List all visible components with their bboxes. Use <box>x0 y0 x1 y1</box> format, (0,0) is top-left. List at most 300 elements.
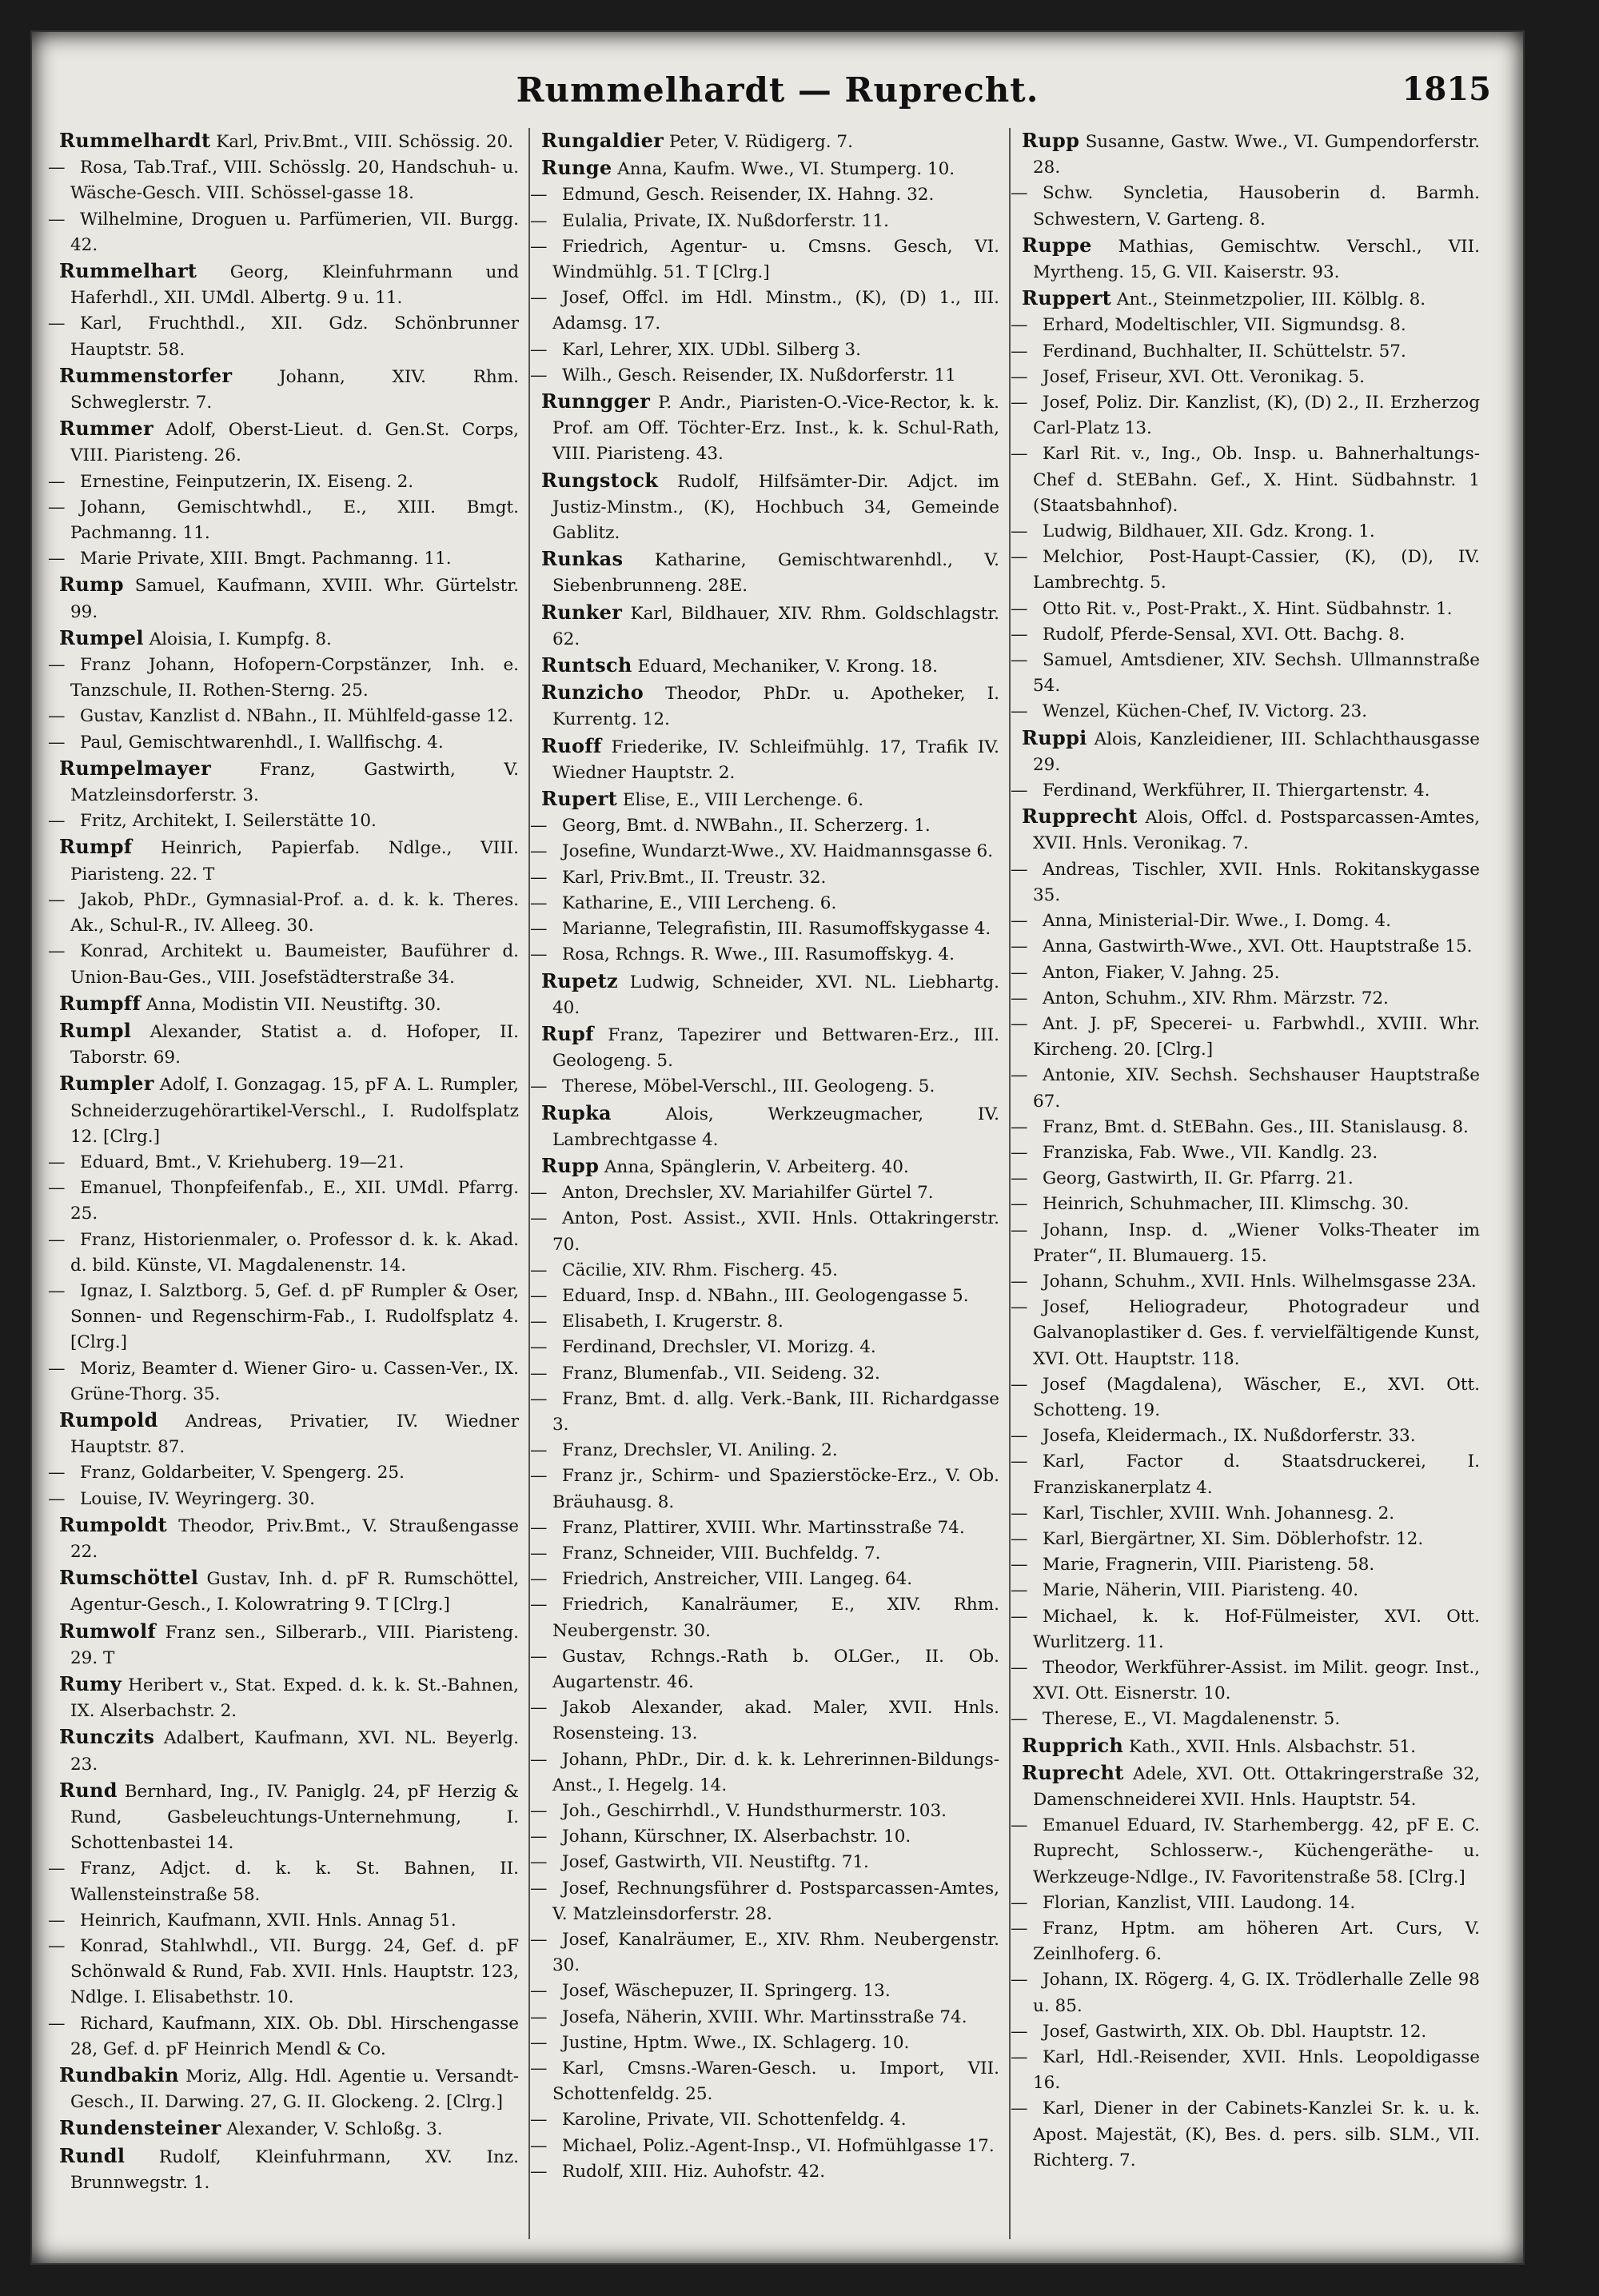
directory-entry <box>541 1153 999 1180</box>
ditto-dash: — <box>530 365 548 385</box>
directory-entry <box>530 2107 999 2133</box>
entry-text: Jakob Alexander, akad. Maler, XVII. Hnls. Rosensteing. 13. <box>552 1698 999 1744</box>
ditto-dash: — <box>530 2032 548 2053</box>
entry-text: Ferdinand, Werkführer, II. Thiergartenstr. 4. <box>1043 781 1430 801</box>
entry-text: Rosa, Rchngs. R. Wwe., III. Rasumoffskyg. 4. <box>562 944 955 965</box>
directory-entry <box>530 1180 999 1206</box>
ditto-dash: — <box>530 2135 548 2156</box>
ditto-dash: — <box>1011 2021 1028 2042</box>
directory-entry <box>530 916 999 942</box>
entry-text: Josefa, Kleidermach., IX. Nußdorferstr. 33. <box>1043 1426 1416 1447</box>
directory-entry <box>48 155 519 206</box>
entry-text: Josef, Rechnungsführer d. Postsparcassen-Amtes, V. Matzleinsdorferstr. 28. <box>552 1878 999 1924</box>
directory-entry <box>48 1356 519 1408</box>
entry-surname: Ruppert <box>1022 286 1112 310</box>
directory-entry <box>59 416 519 469</box>
directory-page <box>32 32 1523 2263</box>
entry-text: Eduard, Mechaniker, V. Krong. 18. <box>637 657 938 677</box>
column-left <box>48 128 528 2239</box>
directory-entry <box>530 1979 999 2004</box>
entry-text: Karl, Priv.Bmt., II. Treustr. 32. <box>562 867 827 888</box>
entry-text: Michael, k. k. Hof-Fülmeister, XVI. Ott. Wurlitzerg. 11. <box>1033 1606 1480 1652</box>
entry-text: Marie, Fragnerin, VIII. Piaristeng. 58. <box>1043 1555 1375 1575</box>
directory-entry <box>48 939 519 990</box>
directory-entry <box>530 182 999 208</box>
directory-entry <box>59 991 519 1018</box>
entry-text: Susanne, Gastw. Wwe., VI. Gumpendorferstr. 28. <box>1033 132 1480 178</box>
directory-entry <box>1011 1424 1480 1449</box>
entry-text: Franz, Adjct. d. k. k. St. Bahnen, II. Wallensteinstraße 58. <box>70 1859 519 1905</box>
page-number: 1815 <box>1402 70 1491 108</box>
entry-surname: Ruoff <box>541 733 602 757</box>
directory-entry <box>530 1284 999 1309</box>
entry-text: Anton, Post. Assist., XVII. Hnls. Ottakringerstr. 70. <box>552 1208 999 1255</box>
directory-entry <box>1011 519 1480 545</box>
ditto-dash: — <box>48 1488 66 1509</box>
entry-surname: Rungaldier <box>541 129 664 152</box>
entry-text: Eduard, Bmt., V. Kriehuberg. 19—21. <box>80 1152 405 1172</box>
ditto-dash: — <box>48 1229 66 1250</box>
directory-entry <box>59 1408 519 1460</box>
directory-entry <box>48 730 519 756</box>
ditto-dash: — <box>530 1285 548 1306</box>
entry-text: Anna, Kaufm. Wwe., VI. Stumperg. 10. <box>617 159 955 180</box>
entry-text: Edmund, Gesch. Reisender, IX. Hahng. 32. <box>562 185 935 206</box>
entry-text: Heinrich, Schuhmacher, III. Klimschg. 30. <box>1043 1194 1410 1215</box>
entry-text: Ferdinand, Buchhalter, II. Schüttelstr. 57. <box>1043 341 1406 361</box>
entry-surname: Runtsch <box>541 653 632 677</box>
ditto-dash: — <box>48 1178 66 1199</box>
entry-text: Franz, Historienmaler, o. Professor d. k. k. Akad. d. bild. Künste, VI. Magdalenenstr. 14. <box>70 1229 519 1276</box>
directory-entry <box>530 2030 999 2056</box>
entry-text: Theodor, Priv.Bmt., V. Straußengasse 22. <box>70 1515 520 1562</box>
ditto-dash: — <box>530 892 548 913</box>
directory-entry <box>530 2056 999 2107</box>
ditto-dash: — <box>1011 1555 1028 1575</box>
ditto-dash: — <box>1011 1528 1028 1549</box>
entry-surname: Rupp <box>1022 129 1080 152</box>
entry-text: Friederike, IV. Schleifmühlg. 17, Trafik IV. Wiedner Hauptstr. 2. <box>552 737 999 783</box>
directory-entry <box>48 1228 519 1279</box>
directory-entry <box>530 1644 999 1695</box>
directory-entry <box>59 834 519 887</box>
entry-text: Rudolf, XIII. Hiz. Auhofstr. 42. <box>562 2161 826 2182</box>
entry-surname: Rummenstorfer <box>59 363 233 387</box>
ditto-dash: — <box>1011 650 1028 671</box>
entry-surname: Rupf <box>541 1021 594 1045</box>
directory-entry <box>59 1512 519 1565</box>
directory-entry <box>541 155 999 182</box>
ditto-dash: — <box>530 1312 548 1332</box>
directory-entry <box>530 865 999 891</box>
ditto-dash: — <box>1011 936 1028 957</box>
ditto-dash: — <box>48 889 66 910</box>
entry-text: Ant. J. pF, Specerei- u. Farbwhdl., XVIII. Whr. Kircheng. 20. [Clrg.] <box>1033 1013 1480 1060</box>
directory-entry <box>59 1724 519 1777</box>
directory-entry <box>530 1799 999 1824</box>
running-title: Rummelhardt — Ruprecht. <box>516 70 1039 110</box>
ditto-dash: — <box>1011 1657 1028 1678</box>
ditto-dash: — <box>48 2013 66 2034</box>
directory-entry <box>1011 1891 1480 1916</box>
entry-text: Moriz, Beamter d. Wiener Giro- u. Cassen-Ver., IX. Grüne-Thorg. 35. <box>70 1358 519 1404</box>
ditto-dash: — <box>1011 1426 1028 1447</box>
entry-text: Johann, Schuhm., XVII. Hnls. Wilhelmsgasse 23A. <box>1043 1271 1477 1292</box>
ditto-dash: — <box>530 1930 548 1951</box>
entry-text: Josef, Offcl. im Hdl. Minstm., (K), (D) 1., III. Adamsg. 17. <box>552 288 999 334</box>
entry-text: Franz, Schneider, VIII. Buchfeldg. 7. <box>562 1543 881 1563</box>
ditto-dash: — <box>530 1981 548 2002</box>
ditto-dash: — <box>1011 315 1028 336</box>
ditto-dash: — <box>1011 366 1028 387</box>
ditto-dash: — <box>530 288 548 309</box>
directory-entry <box>1011 1166 1480 1192</box>
directory-entry <box>48 1487 519 1512</box>
ditto-dash: — <box>530 1852 548 1873</box>
directory-entry <box>59 572 519 625</box>
entry-text: Cäcilie, XIV. Rhm. Fischerg. 45. <box>562 1260 838 1280</box>
directory-entry <box>530 1876 999 1927</box>
ditto-dash: — <box>1011 1451 1028 1472</box>
ditto-dash: — <box>48 158 66 178</box>
entry-surname: Rupka <box>541 1100 612 1124</box>
column-right <box>1009 128 1489 2239</box>
entry-text: Alois, Kanzleidiener, III. Schlachthausgasse 29. <box>1033 729 1480 775</box>
ditto-dash: — <box>1011 1116 1028 1137</box>
entry-text: Franz sen., Silberarb., VIII. Piaristeng. 29. T <box>70 1622 519 1668</box>
entry-text: Franz, Goldarbeiter, V. Spengerg. 25. <box>80 1463 405 1483</box>
directory-entry <box>530 363 999 389</box>
entry-surname: Rupprich <box>1022 1733 1124 1757</box>
entry-text: Anton, Fiaker, V. Jahng. 25. <box>1043 962 1280 983</box>
entry-text: Friedrich, Agentur- u. Cmsns. Gesch, VI. Windmühlg. 51. T [Clrg.] <box>552 236 999 283</box>
entry-text: Karl, Priv.Bmt., VIII. Schössig. 20. <box>216 132 514 152</box>
ditto-dash: — <box>1011 1815 1028 1836</box>
entry-text: Alois, Offcl. d. Postsparcassen-Amtes, XVII. Hnls. Veronikag. 7. <box>1033 808 1480 854</box>
entry-text: Franz, Bmt. d. StEBahn. Ges., III. Stanislausg. 8. <box>1043 1116 1469 1137</box>
directory-entry <box>1011 1707 1480 1732</box>
entry-text: Georg, Bmt. d. NWBahn., II. Scherzerg. 1. <box>562 816 931 837</box>
directory-entry <box>1011 339 1480 365</box>
directory-entry <box>59 1778 519 1857</box>
entry-text: Karl, Cmsns.-Waren-Gesch. u. Import, VII. Schottenfeldg. 25. <box>552 2058 999 2105</box>
directory-entry <box>59 2115 519 2142</box>
entry-text: Franz, Blumenfab., VII. Seideng. 32. <box>562 1363 880 1384</box>
ditto-dash: — <box>530 1801 548 1821</box>
entry-text: Anna, Ministerial-Dir. Wwe., I. Domg. 4. <box>1043 911 1391 932</box>
ditto-dash: — <box>530 1183 548 1204</box>
directory-entry <box>48 704 519 729</box>
entry-text: Franz, Hptm. am höheren Art. Curs, V. Zeinlhoferg. 6. <box>1033 1919 1480 1965</box>
entry-surname: Rummer <box>59 417 154 441</box>
entry-text: Ferdinand, Drechsler, VI. Morizg. 4. <box>562 1337 876 1358</box>
directory-entry <box>1011 390 1480 441</box>
directory-entry <box>48 1934 519 2011</box>
ditto-dash: — <box>1011 1168 1028 1189</box>
directory-entry <box>59 363 519 416</box>
entry-text: Wilh., Gesch. Reisender, IX. Nußdorferstr. 11 <box>562 365 956 385</box>
directory-entry <box>1022 804 1480 857</box>
entry-text: Florian, Kanzlist, VIII. Laudong. 14. <box>1043 1892 1356 1913</box>
entry-surname: Rundensteiner <box>59 2116 221 2140</box>
directory-entry <box>1011 1063 1480 1114</box>
directory-entry <box>48 311 519 362</box>
directory-entry <box>48 1460 519 1486</box>
directory-entry <box>1011 1140 1480 1166</box>
directory-entry <box>530 234 999 286</box>
entry-text: Josef, Friseur, XVI. Ott. Veronikag. 5. <box>1043 366 1366 387</box>
directory-entry <box>541 128 999 155</box>
directory-entry <box>59 258 519 311</box>
directory-entry <box>541 968 999 1021</box>
entry-text: P. Andr., Piaristen-O.-Vice-Rector, k. k. Prof. am Off. Töchter-Erz. Inst., k. k. Schul-Rath, VIII. Piaristeng. 43. <box>552 393 999 465</box>
ditto-dash: — <box>1011 1374 1028 1395</box>
entry-surname: Rupetz <box>541 968 618 992</box>
ditto-dash: — <box>530 2110 548 2130</box>
entry-text: Franz, Tapezirer und Bettwaren-Erz., III. Geologeng. 5. <box>552 1024 999 1072</box>
directory-entry <box>48 1856 519 1907</box>
directory-entry <box>530 891 999 916</box>
ditto-dash: — <box>1011 1919 1028 1939</box>
directory-entry <box>541 653 999 680</box>
ditto-dash: — <box>1011 1142 1028 1163</box>
ditto-dash: — <box>48 1936 66 1957</box>
directory-entry <box>1011 1192 1480 1217</box>
entry-surname: Rummelhart <box>59 259 197 283</box>
directory-entry <box>530 1387 999 1438</box>
directory-entry <box>1022 1760 1480 1813</box>
directory-entry <box>1011 908 1480 934</box>
entry-text: Bernhard, Ing., IV. Paniglg. 24, pF Herzig & Rund, Gasbeleuchtungs-Unternehmung, I. Schottenbastei 14. <box>70 1781 519 1854</box>
ditto-dash: — <box>1011 598 1028 619</box>
entry-surname: Rump <box>59 573 124 597</box>
ditto-dash: — <box>48 313 66 334</box>
directory-entry <box>48 1279 519 1356</box>
ditto-dash: — <box>1011 521 1028 542</box>
ditto-dash: — <box>48 1152 66 1172</box>
directory-entry <box>530 337 999 363</box>
ditto-dash: — <box>530 210 548 231</box>
entry-text: Anton, Drechsler, XV. Mariahilfer Gürtel 7. <box>562 1183 934 1204</box>
ditto-dash: — <box>48 655 66 676</box>
entry-text: Karl, Diener in der Cabinets-Kanzlei Sr. k. u. k. Apost. Majestät, (K), Bes. d. pers. silb. SLM., VII. Richterg. 7. <box>1033 2098 1480 2170</box>
ditto-dash: — <box>1011 2047 1028 2068</box>
entry-text: Erhard, Modeltischler, VII. Sigmundsg. 8. <box>1043 315 1406 336</box>
entry-text: Adolf, Oberst-Lieut. d. Gen.St. Corps, VIII. Piaristeng. 26. <box>70 420 519 466</box>
ditto-dash: — <box>1011 1297 1028 1318</box>
entry-surname: Ruprecht <box>1022 1760 1124 1784</box>
entry-text: Otto Rit. v., Post-Prakt., X. Hint. Südbahnstr. 1. <box>1043 598 1453 619</box>
directory-entry <box>1011 1269 1480 1295</box>
directory-entry <box>1011 1012 1480 1063</box>
directory-entry <box>530 1695 999 1747</box>
entry-text: Josef (Magdalena), Wäscher, E., XVI. Ott. Schotteng. 19. <box>1033 1374 1480 1420</box>
ditto-dash: — <box>530 919 548 940</box>
directory-entry <box>1011 181 1480 232</box>
directory-entry <box>1011 622 1480 648</box>
entry-text: Antonie, XIV. Sechsh. Sechshauser Hauptstraße 67. <box>1033 1065 1480 1112</box>
entry-text: Aloisia, I. Kumpfg. 8. <box>149 629 332 649</box>
entry-text: Karl, Fruchthdl., XII. Gdz. Schönbrunner Hauptstr. 58. <box>70 313 519 360</box>
directory-entry <box>59 756 519 809</box>
entry-text: Justine, Hptm. Wwe., IX. Schlagerg. 10. <box>562 2032 910 2053</box>
directory-entry <box>530 1541 999 1567</box>
directory-entry <box>1011 1655 1480 1707</box>
directory-entry <box>59 1565 519 1618</box>
directory-entry <box>1022 286 1480 313</box>
directory-entry <box>1022 233 1480 286</box>
ditto-dash: — <box>1011 911 1028 932</box>
directory-entry <box>1022 1733 1480 1760</box>
entry-text: Alexander, V. Schloßg. 3. <box>226 2119 443 2140</box>
directory-entry <box>1011 441 1480 519</box>
directory-entry <box>1011 778 1480 804</box>
entry-text: Franziska, Fab. Wwe., VII. Kandlg. 23. <box>1043 1142 1378 1163</box>
entry-text: Josef, Gastwirth, VII. Neustiftg. 71. <box>562 1852 869 1873</box>
ditto-dash: — <box>1011 781 1028 801</box>
ditto-dash: — <box>530 1543 548 1563</box>
ditto-dash: — <box>48 209 66 230</box>
ditto-dash: — <box>1011 1271 1028 1292</box>
directory-entry <box>530 839 999 864</box>
entry-text: Franz, Gastwirth, V. Matzleinsdorferstr. 3. <box>70 759 519 806</box>
ditto-dash: — <box>48 941 66 962</box>
entry-text: Georg, Kleinfuhrmann und Haferhdl., XII. UMdl. Albertg. 9 u. 11. <box>70 262 519 309</box>
entry-text: Rudolf, Pferde-Sensal, XVI. Ott. Bachg. 8. <box>1043 624 1406 645</box>
directory-entry <box>1011 1578 1480 1603</box>
entry-text: Katharine, E., VIII Lercheng. 6. <box>562 892 837 913</box>
entry-text: Samuel, Kaufmann, XVIII. Whr. Gürtelstr. 99. <box>70 576 519 622</box>
entry-surname: Rumpf <box>59 835 133 859</box>
entry-surname: Rund <box>59 1778 118 1802</box>
ditto-dash: — <box>530 944 548 965</box>
ditto-dash: — <box>1011 701 1028 722</box>
entry-text: Rudolf, Hilfsämter-Dir. Adjct. im Justiz-Minstm., (K), Hochbuch 34, Gemeinde Gablitz. <box>552 471 999 544</box>
entry-text: Georg, Gastwirth, II. Gr. Pfarrg. 21. <box>1043 1168 1354 1189</box>
directory-entry <box>530 1515 999 1541</box>
directory-entry <box>48 653 519 704</box>
directory-entry <box>1011 313 1480 338</box>
ditto-dash: — <box>530 1337 548 1358</box>
entry-surname: Runge <box>541 156 612 180</box>
directory-entry <box>48 888 519 939</box>
entry-text: Franz, Drechsler, VI. Aniling. 2. <box>562 1440 838 1461</box>
directory-entry <box>59 1018 519 1071</box>
entry-surname: Rumpl <box>59 1018 132 1042</box>
directory-entry <box>1011 986 1480 1012</box>
ditto-dash: — <box>48 732 66 753</box>
ditto-dash: — <box>530 2007 548 2027</box>
entry-text: Josef, Poliz. Dir. Kanzlist, (K), (D) 2., II. Erzherzog Carl-Platz 13. <box>1033 393 1480 439</box>
directory-entry <box>48 1908 519 1934</box>
ditto-dash: — <box>1011 547 1028 568</box>
entry-text: Karl, Hdl.-Reisender, XVII. Hnls. Leopoldigasse 16. <box>1033 2047 1480 2094</box>
ditto-dash: — <box>1011 1220 1028 1240</box>
directory-entry <box>541 468 999 547</box>
entry-text: Andreas, Tischler, XVII. Hnls. Rokitanskygasse 35. <box>1033 859 1480 905</box>
entry-text: Katharine, Gemischtwarenhdl., V. Siebenbrunneng. 28E. <box>552 550 999 597</box>
directory-entry <box>59 625 519 653</box>
entry-text: Kath., XVII. Hnls. Alsbachstr. 51. <box>1129 1736 1416 1757</box>
ditto-dash: — <box>530 1440 548 1461</box>
ditto-dash: — <box>1011 1065 1028 1086</box>
entry-surname: Rumpoldt <box>59 1512 167 1536</box>
directory-entry <box>530 2005 999 2030</box>
directory-entry <box>1011 1501 1480 1527</box>
entry-surname: Ruppe <box>1022 233 1092 257</box>
entry-text: Johann, Kürschner, IX. Alserbachstr. 10. <box>562 1827 911 1847</box>
ditto-dash: — <box>530 1363 548 1384</box>
entry-text: Franz jr., Schirm- und Spazierstöcke-Erz., V. Ob. Bräuhausg. 8. <box>552 1466 999 1512</box>
ditto-dash: — <box>530 1208 548 1229</box>
directory-entry <box>530 1824 999 1850</box>
entry-surname: Runkas <box>541 547 624 571</box>
entry-text: Anna, Spänglerin, V. Arbeiterg. 40. <box>604 1156 909 1177</box>
directory-entry <box>530 1309 999 1335</box>
ditto-dash: — <box>530 1466 548 1487</box>
ditto-dash: — <box>1011 2098 1028 2119</box>
ditto-dash: — <box>1011 341 1028 361</box>
directory-entry <box>59 2143 519 2196</box>
entry-text: Johann, Gemischtwhdl., E., XIII. Bmgt. Pachmanng. 11. <box>70 497 519 544</box>
entry-text: Karl, Bildhauer, XIV. Rhm. Goldschlagstr. 62. <box>552 603 999 649</box>
entry-text: Jakob, PhDr., Gymnasial-Prof. a. d. k. k. Theres. Ak., Schul-R., IV. Alleeg. 30. <box>70 889 519 936</box>
entry-text: Josef, Kanalräumer, E., XIV. Rhm. Neubergenstr. 30. <box>552 1930 999 1976</box>
directory-entry <box>1011 699 1480 725</box>
directory-entry <box>530 2134 999 2159</box>
directory-entry <box>541 680 999 733</box>
entry-surname: Runker <box>541 600 623 624</box>
ditto-dash: — <box>48 471 66 492</box>
ditto-dash: — <box>1011 1194 1028 1215</box>
ditto-dash: — <box>48 1910 66 1931</box>
ditto-dash: — <box>1011 859 1028 880</box>
directory-entry <box>48 1176 519 1227</box>
entry-text: Johann, PhDr., Dir. d. k. k. Lehrerinnen-Bildungs-Anst., I. Hegelg. 14. <box>552 1749 999 1795</box>
ditto-dash: — <box>1011 1606 1028 1627</box>
ditto-dash: — <box>530 841 548 862</box>
column-middle <box>528 128 1009 2239</box>
entry-text: Alois, Werkzeugmacher, IV. Lambrechtgasse 4. <box>552 1104 999 1150</box>
ditto-dash: — <box>530 1260 548 1280</box>
entry-text: Franz Johann, Hofopern-Corpstänzer, Inh. e. Tanzschule, II. Rothen-Sterng. 25. <box>70 655 519 701</box>
entry-text: Theodor, Werkführer-Assist. im Milit. geogr. Inst., XVI. Ott. Eisnerstr. 10. <box>1033 1657 1480 1704</box>
entry-text: Moriz, Allg. Hdl. Agentie u. Versandt-Gesch., II. Darwing. 27, G. II. Glockeng. 2. [Clrg.] <box>70 2066 519 2113</box>
ditto-dash: — <box>530 867 548 888</box>
entry-text: Josef, Wäschepuzer, II. Springerg. 13. <box>562 1981 891 2002</box>
directory-entry <box>541 1100 999 1153</box>
ditto-dash: — <box>1011 1970 1028 1991</box>
ditto-dash: — <box>48 706 66 727</box>
entry-text: Johann, Insp. d. „Wiener Volks-Theater im Prater“, II. Blumauerg. 15. <box>1033 1220 1480 1266</box>
directory-entry <box>1011 545 1480 596</box>
directory-entry <box>59 1619 519 1671</box>
entry-text: Heribert v., Stat. Exped. d. k. k. St.-Bahnen, IX. Alserbachstr. 2. <box>70 1675 519 1722</box>
entry-text: Emanuel Eduard, IV. Starhembergg. 42, pF E. C. Ruprecht, Schlosserw.-, Küchengeräthe- u. Werkzeuge-Ndlge., IV. Favoritenstraße 58. [Clrg.] <box>1033 1815 1480 1887</box>
entry-text: Karl, Tischler, XVIII. Wnh. Johannesg. 2. <box>1043 1503 1395 1523</box>
entry-text: Peter, V. Rüdigerg. 7. <box>668 132 853 152</box>
entry-text: Gustav, Inh. d. pF R. Rumschöttel, Agentur-Gesch., I. Kolowratring 9. T [Clrg.] <box>70 1569 519 1615</box>
directory-entry <box>530 942 999 968</box>
ditto-dash: — <box>530 1698 548 1719</box>
entry-surname: Rupp <box>541 1153 600 1177</box>
directory-entry <box>1011 1552 1480 1578</box>
entry-text: Anton, Schuhm., XIV. Rhm. Märzstr. 72. <box>1043 988 1389 1008</box>
entry-surname: Runngger <box>541 389 651 413</box>
directory-entry <box>541 733 999 786</box>
entry-text: Samuel, Amtsdiener, XIV. Sechsh. Ullmannstraße 54. <box>1033 650 1480 697</box>
entry-text: Ernestine, Feinputzerin, IX. Eiseng. 2. <box>80 471 414 492</box>
